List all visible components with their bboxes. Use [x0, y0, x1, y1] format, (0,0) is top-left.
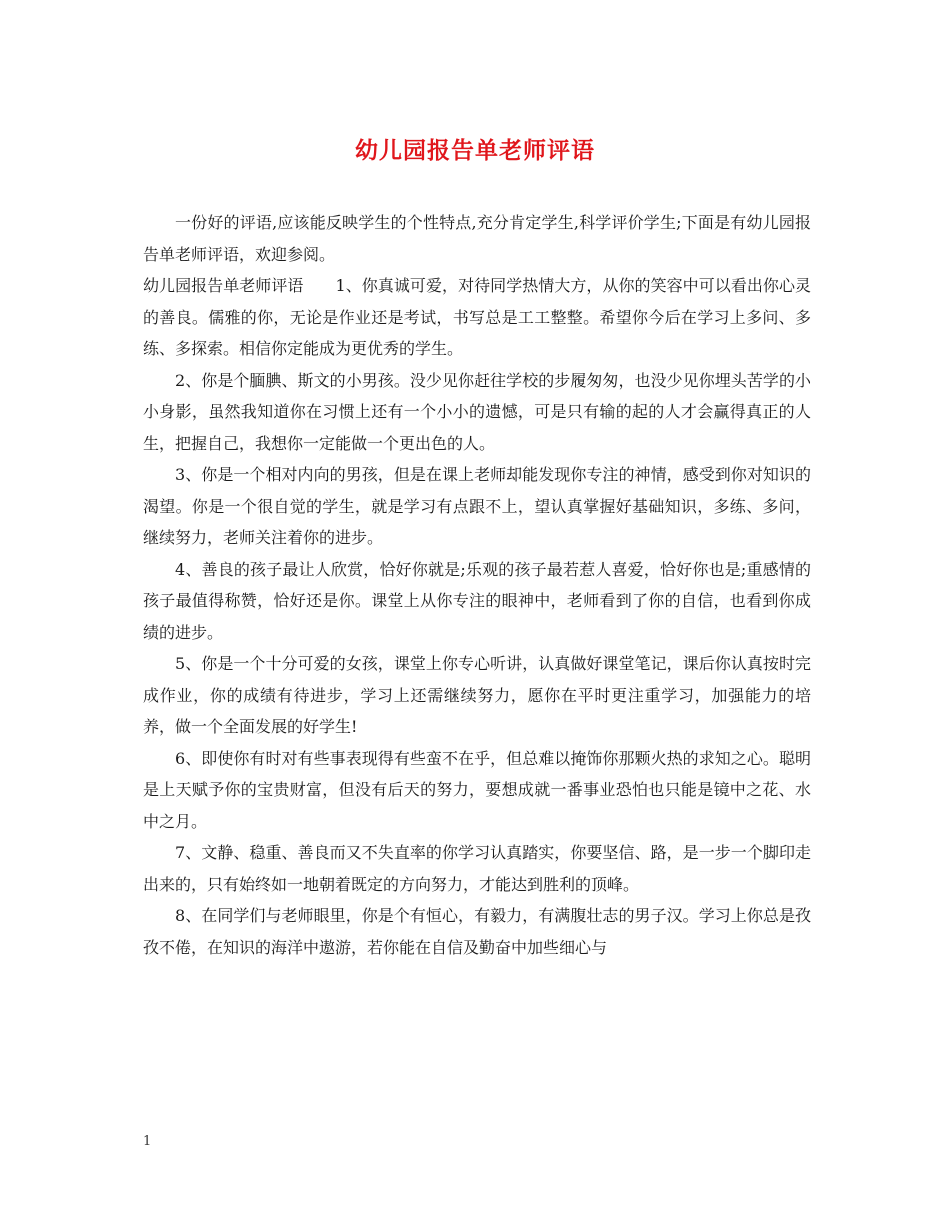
comment-paragraph-3: 3、你是一个相对内向的男孩，但是在课上老师却能发现你专注的神情，感受到你对知识的渴望。你是一个很自觉的学生，就是学习有点跟不上，望认真掌握好基础知识，多练、多问，继续努力，老师关注着你的进步。	[143, 465, 811, 547]
comment-paragraph-1: 幼儿园报告单老师评语 1、你真诚可爱，对待同学热情大方，从你的笑容中可以看出你心灵的善良。儒雅的你，无论是作业还是考试，书写总是工工整整。希望你今后在学习上多问、多练、多探索。相信你定能成为更优秀的学生。	[143, 276, 811, 358]
page-number: 1	[143, 1134, 152, 1149]
intro-paragraph: 一份好的评语,应该能反映学生的个性特点,充分肯定学生,科学评价学生;下面是有幼儿园报告单老师评语，欢迎参阅。	[143, 213, 811, 264]
comment-paragraph-4: 4、善良的孩子最让人欣赏，恰好你就是;乐观的孩子最若惹人喜爱，恰好你也是;重感情的孩子最值得称赞，恰好还是你。课堂上从你专注的眼神中，老师看到了你的自信，也看到你成绩的进步。	[143, 559, 811, 642]
comment-paragraph-8: 8、在同学们与老师眼里，你是个有恒心，有毅力，有满腹壮志的男子汉。学习上你总是孜孜不倦，在知识的海洋中遨游，若你能在自信及勤奋中加些细心与	[143, 906, 811, 957]
comment-paragraph-7: 7、文静、稳重、善良而又不失直率的你学习认真踏实，你要坚信、路，是一步一个脚印走出来的，只有始终如一地朝着既定的方向努力，才能达到胜利的顶峰。	[143, 843, 811, 894]
document-title: 幼儿园报告单老师评语	[355, 137, 595, 164]
document-body	[143, 207, 811, 963]
comment-paragraph-6: 6、即使你有时对有些事表现得有些蛮不在乎，但总难以掩饰你那颗火热的求知之心。聪明是上天赋予你的宝贵财富，但没有后天的努力，要想成就一番事业恐怕也只能是镜中之花、水中之月。	[143, 748, 811, 831]
comment-paragraph-2: 2、你是个腼腆、斯文的小男孩。没少见你赶往学校的步履匆匆，也没少见你埋头苦学的小小身影，虽然我知道你在习惯上还有一个小小的遗憾，可是只有输的起的人才会赢得真正的人生，把握自己，我想你一定能做一个更出色的人。	[143, 370, 811, 453]
comment-paragraph-5: 5、你是一个十分可爱的女孩，课堂上你专心听讲，认真做好课堂笔记，课后你认真按时完成作业，你的成绩有待进步，学习上还需继续努力，愿你在平时更注重学习，加强能力的培养，做一个全面发展的好学生!	[143, 654, 811, 736]
